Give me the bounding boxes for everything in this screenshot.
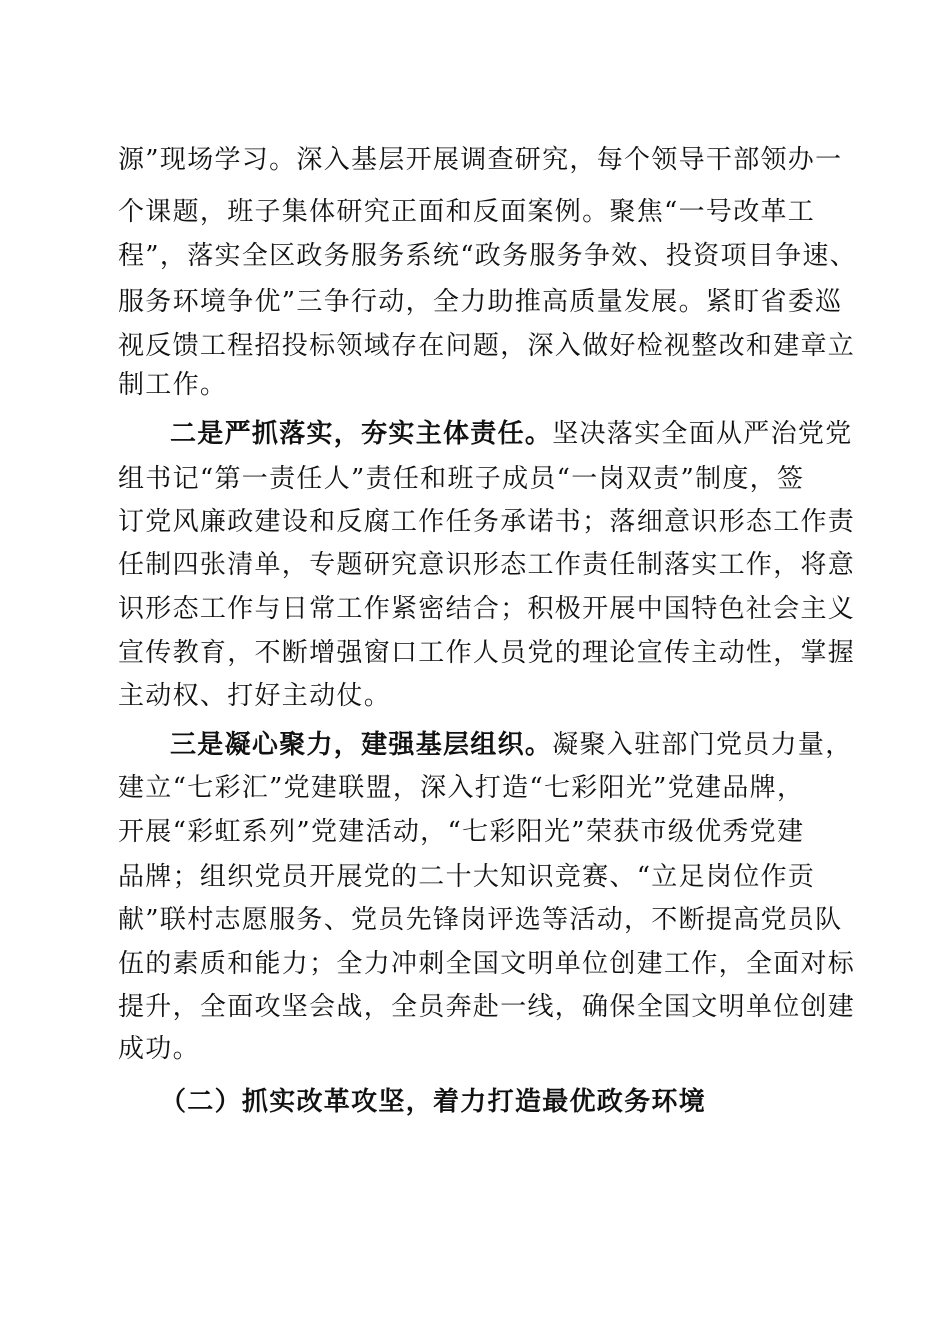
paragraph-3-first-rest: 凝聚入驻部门党员力量， xyxy=(552,730,853,760)
paragraph-2-line-7: 主动权、打好主动仗。 xyxy=(118,681,392,711)
paragraph-1-line-6: 制工作。 xyxy=(118,370,228,400)
paragraph-2-line-6: 宣传教育，不断增强窗口工作人员党的理论宣传主动性，掌握 xyxy=(118,638,856,668)
paragraph-1-line-3: 程”，落实全区政务服务系统“政务服务争效、投资项目争速、 xyxy=(118,241,857,271)
paragraph-3-line-6: 伍的素质和能力；全力冲刺全国文明单位创建工作，全面对标 xyxy=(118,949,856,979)
paragraph-2-line-2: 组书记“第一责任人”责任和班子成员“一岗双责”制度，签 xyxy=(118,464,805,494)
paragraph-1-line-4: 服务环境争优”三争行动，全力助推高质量发展。紧盯省委巡 xyxy=(118,287,843,317)
paragraph-2-first-rest: 坚决落实全面从严治党党 xyxy=(552,419,853,449)
section-heading: （二）抓实改革攻坚，着力打造最优政务环境 xyxy=(160,1087,707,1117)
paragraph-2-line-3: 订党风廉政建设和反腐工作任务承诺书；落细意识形态工作责 xyxy=(118,507,856,537)
paragraph-2-lead: 二是严抓落实，夯实主体责任。 xyxy=(170,419,553,449)
paragraph-1-line-5: 视反馈工程招投标领域存在问题，深入做好检视整改和建章立 xyxy=(118,331,856,361)
paragraph-3-lead: 三是凝心聚力，建强基层组织。 xyxy=(170,730,553,760)
paragraph-3-line-4: 品牌；组织党员开展党的二十大知识竞赛、“立足岗位作贡 xyxy=(118,862,816,892)
paragraph-2-line-4: 任制四张清单，专题研究意识形态工作责任制落实工作，将意 xyxy=(118,550,856,580)
paragraph-3-line-3: 开展“彩虹系列”党建活动，“七彩阳光”荣获市级优秀党建 xyxy=(118,817,805,847)
paragraph-1-line-2: 个课题，班子集体研究正面和反面案例。聚焦“一号改革工 xyxy=(118,197,816,227)
paragraph-1-line-1: 源”现场学习。深入基层开展调查研究，每个领导干部领办一 xyxy=(118,145,843,175)
paragraph-3-line-2: 建立“七彩汇”党建联盟，深入打造“七彩阳光”党建品牌， xyxy=(118,773,805,803)
paragraph-2-line-1 xyxy=(170,414,853,454)
paragraph-3-line-8: 成功。 xyxy=(118,1034,200,1064)
paragraph-3-line-5: 献”联村志愿服务、党员先锋岗评选等活动，不断提高党员队 xyxy=(118,905,843,935)
paragraph-3-line-7: 提升，全面攻坚会战，全员奔赴一线，确保全国文明单位创建 xyxy=(118,992,856,1022)
paragraph-2-line-5: 识形态工作与日常工作紧密结合；积极开展中国特色社会主义 xyxy=(118,594,856,624)
paragraph-3-line-1 xyxy=(170,725,853,765)
